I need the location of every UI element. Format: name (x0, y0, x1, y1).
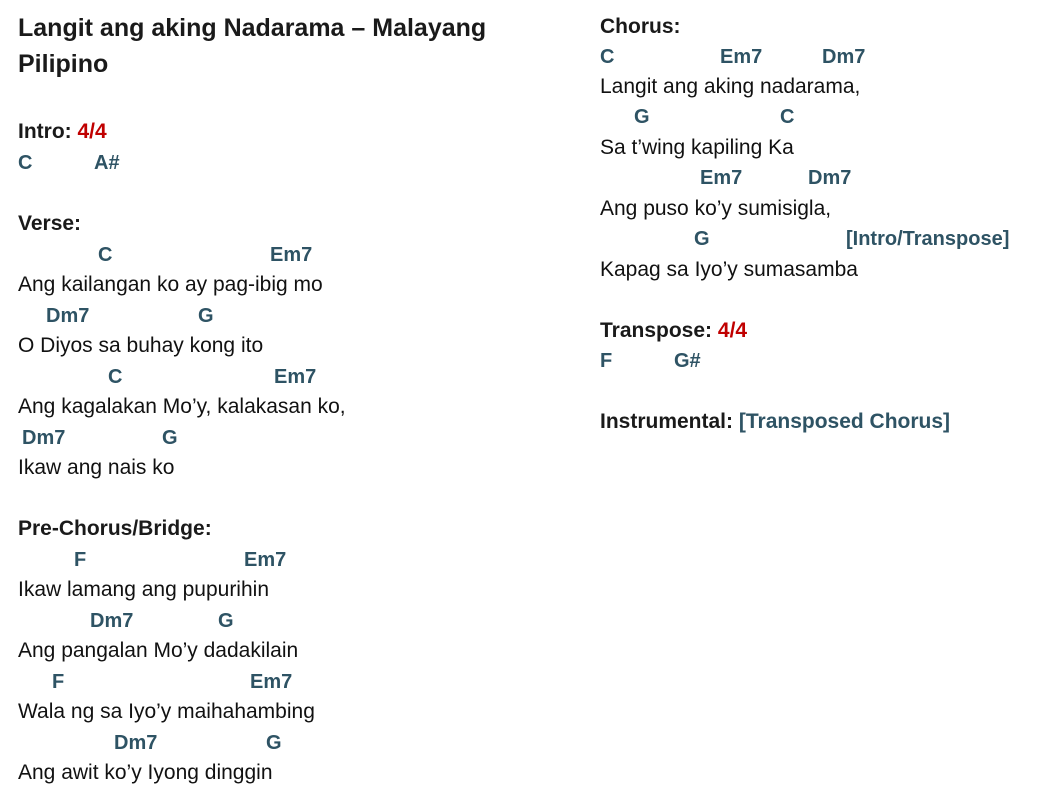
instrumental-label: Instrumental: (600, 410, 734, 433)
chord: G (634, 106, 650, 128)
chord: Em7 (250, 671, 293, 693)
chord: Dm7 (46, 305, 90, 327)
chorus-heading: Chorus: (600, 15, 681, 38)
transpose-chord: G# (674, 350, 701, 372)
transpose-time-signature: 4/4 (717, 319, 748, 342)
transpose-chord: F (600, 350, 613, 372)
chord: C (600, 46, 615, 68)
lyric-line: Ikaw ang nais ko (18, 456, 175, 479)
lyric-line: Ang awit ko’y Iyong dinggin (18, 761, 273, 784)
lyric-line: O Diyos sa buhay kong ito (18, 334, 264, 357)
intro-label: Intro: (18, 120, 72, 143)
chord: Em7 (244, 549, 287, 571)
chord: Dm7 (808, 167, 852, 189)
chord: C (108, 366, 123, 388)
verse-heading: Verse: (18, 212, 82, 235)
lyric-line: Ang kailangan ko ay pag-ibig mo (18, 273, 323, 296)
lyric-line: Sa t’wing kapiling Ka (600, 136, 794, 159)
transpose-heading (600, 316, 747, 346)
chord: G (198, 305, 214, 327)
chord: F (52, 671, 65, 693)
lyric-line: Ang kagalakan Mo’y, kalakasan ko, (18, 395, 346, 418)
lyric-line: Langit ang aking nadarama, (600, 75, 861, 98)
chord: F (74, 549, 87, 571)
chord: [Intro/Transpose] (846, 228, 1010, 250)
chord: G (162, 427, 178, 449)
lyric-line: Ikaw lamang ang pupurihin (18, 578, 269, 601)
lyric-line: Ang pangalan Mo’y dadakilain (18, 639, 299, 662)
intro-time-signature: 4/4 (77, 120, 107, 143)
lyric-line: Ang puso ko’y sumisigla, (600, 197, 832, 220)
chord: Em7 (700, 167, 743, 189)
chord: C (780, 106, 795, 128)
instrumental-note: [Transposed Chorus] (738, 410, 951, 433)
prechorus-heading: Pre-Chorus/Bridge: (18, 517, 212, 540)
chord: Dm7 (22, 427, 66, 449)
intro-heading (18, 117, 107, 147)
chord: G (218, 610, 234, 632)
chord: G (694, 228, 710, 250)
instrumental-heading (600, 407, 950, 437)
chord: G (266, 732, 282, 754)
lyric-line: Kapag sa Iyo’y sumasamba (600, 258, 858, 281)
chord: Em7 (720, 46, 763, 68)
intro-chord: A# (94, 152, 120, 174)
chord: Dm7 (822, 46, 866, 68)
transpose-label: Transpose: (600, 319, 713, 342)
song-title: Langit ang aking Nadarama – Malayang Pilipino (18, 14, 487, 78)
chord: C (98, 244, 113, 266)
chord: Em7 (274, 366, 317, 388)
chord: Dm7 (90, 610, 134, 632)
lyric-line: Wala ng sa Iyo’y maihahambing (18, 700, 315, 723)
chord: Dm7 (114, 732, 158, 754)
chord: Em7 (270, 244, 313, 266)
intro-chord: C (18, 152, 33, 174)
